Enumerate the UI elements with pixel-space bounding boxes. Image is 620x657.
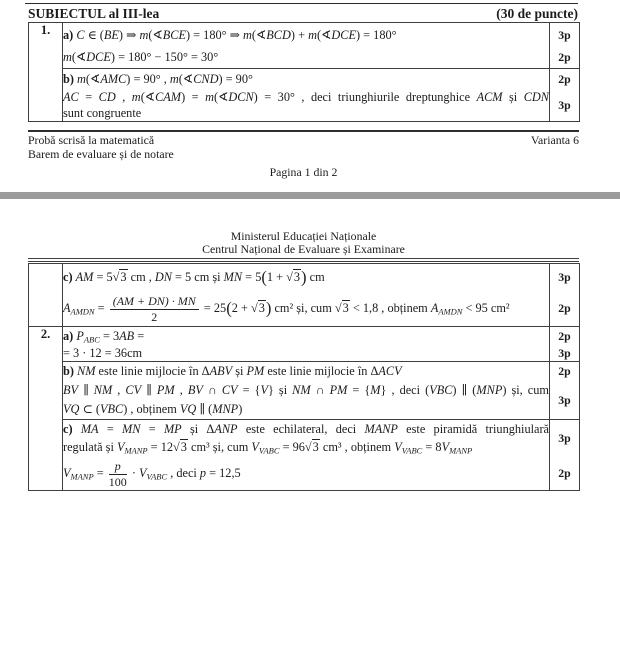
math-text: ) , obținem <box>123 402 180 416</box>
points-value: 3p <box>558 27 571 42</box>
math-radicand: 3 <box>120 270 127 284</box>
math-subscript: MANP <box>70 471 94 482</box>
footer-row <box>28 134 579 148</box>
table-row <box>29 264 580 327</box>
math-text: · <box>128 466 139 480</box>
math-var: A <box>63 301 71 315</box>
table-row <box>29 362 580 420</box>
math-var: CV <box>125 383 142 397</box>
math-text: = <box>98 422 123 436</box>
solution-line <box>63 105 549 121</box>
math-text: ) <box>238 402 243 416</box>
math-text: = 5 <box>242 270 262 284</box>
row-number-cell: 1. <box>29 23 63 122</box>
solution-line <box>63 456 549 490</box>
math-var: PM <box>329 383 348 397</box>
math-radicand: 3 <box>342 301 349 315</box>
math-text: 1 + <box>266 270 287 284</box>
item-letter: a) <box>63 329 77 343</box>
fraction-numerator: (AM + DN) · MN <box>110 294 199 310</box>
math-var: AC <box>63 90 79 104</box>
barem-table-body <box>29 264 580 491</box>
math-var: MANP <box>364 422 398 436</box>
page-separator-band <box>0 192 620 199</box>
math-text: = 5 <box>93 270 113 284</box>
table-row <box>29 69 580 122</box>
solution-line <box>63 345 549 361</box>
points-cell <box>550 264 580 327</box>
math-radicand: 3 <box>180 440 187 454</box>
math-text: = 8 <box>422 440 442 454</box>
solution-cell <box>63 69 550 122</box>
math-var: VBC <box>429 383 453 397</box>
barem-table-page1 <box>28 22 580 122</box>
math-subscript: AMDN <box>438 306 463 317</box>
math-sqrt: √3 <box>250 301 265 315</box>
math-var: AB <box>119 329 135 343</box>
item-letter: b) <box>63 364 78 378</box>
solution-cell <box>63 420 550 491</box>
math-sqrt: √3 <box>173 440 187 454</box>
math-text: = 3 <box>99 329 120 343</box>
math-text: regulată și <box>63 440 117 454</box>
solution-line <box>63 438 549 456</box>
math-var: NM <box>77 364 96 378</box>
solution-line <box>63 47 549 68</box>
math-var: m <box>169 72 179 86</box>
math-var: NM <box>93 383 113 397</box>
math-text: = 3 · 12 = 36cm <box>63 346 143 360</box>
math-var: MP <box>163 422 182 436</box>
math-var: P <box>76 329 84 343</box>
math-text: sunt congruente <box>63 106 142 120</box>
table-row <box>29 327 580 362</box>
math-text: ) = <box>181 90 206 104</box>
math-var: m <box>139 28 149 42</box>
math-var: PM <box>246 364 265 378</box>
math-text: ) ∥ ( <box>452 383 477 397</box>
math-text: ∈ ( <box>84 28 104 42</box>
math-var: VBC <box>99 402 124 416</box>
math-text: = 5 cm și <box>171 270 224 284</box>
math-paren: ( <box>261 267 267 287</box>
math-sqrt: √3 <box>334 301 349 315</box>
points-cell <box>550 23 580 69</box>
math-var: AMC <box>100 72 127 86</box>
points-value: 3p <box>558 430 571 445</box>
math-text: (∢ <box>140 90 156 104</box>
math-text: ) = 180° ⇒ <box>186 28 243 42</box>
solution-cell <box>63 23 550 69</box>
math-subscript: MANP <box>124 445 148 456</box>
math-text: cm² și, cum <box>271 301 335 315</box>
math-var: ACM <box>476 90 503 104</box>
math-text: cm³ , obținem <box>319 440 395 454</box>
math-sqrt: √3 <box>304 440 319 454</box>
math-var: C <box>76 28 85 42</box>
math-var: PM <box>156 383 175 397</box>
math-var: BCE <box>162 28 186 42</box>
row-number-cell: 2. <box>29 327 63 491</box>
math-text: și Δ <box>181 422 215 436</box>
math-text: ) = 180° <box>356 28 397 42</box>
math-var: m <box>63 50 72 64</box>
solution-line <box>63 69 549 89</box>
ministry-name: Ministerul Educației Naționale <box>230 229 377 243</box>
points-value: 3p <box>558 269 571 284</box>
math-var: m <box>131 90 141 104</box>
math-text: este linie mijlocie în Δ <box>264 364 379 378</box>
math-text: = { <box>237 383 261 397</box>
fraction-denominator: 2 <box>151 310 158 325</box>
solution-cell <box>63 362 550 420</box>
math-var: DCN <box>228 90 254 104</box>
math-var: VQ <box>63 402 80 416</box>
math-text: cm , <box>127 270 155 284</box>
row-number-cell <box>29 264 63 327</box>
math-var: MN <box>122 422 141 436</box>
math-var: m <box>77 72 86 86</box>
math-var: BV <box>187 383 203 397</box>
math-fraction <box>110 294 199 324</box>
math-var: DCE <box>86 50 111 64</box>
page2-header <box>28 230 579 256</box>
barem-table-body <box>29 23 580 122</box>
math-var: CDN <box>523 90 550 104</box>
barem-table <box>28 22 580 122</box>
math-text: cm <box>306 270 325 284</box>
math-subscript: VABC <box>258 445 280 456</box>
math-var: MNP <box>212 402 239 416</box>
points-value: 2p <box>558 364 571 378</box>
math-var: V <box>394 440 402 454</box>
math-var: DCE <box>331 28 356 42</box>
math-var: MA <box>80 422 99 436</box>
math-text: = <box>78 90 99 104</box>
solution-line <box>63 327 549 345</box>
math-text: = 12,5 <box>206 466 241 480</box>
math-text: = <box>94 301 108 315</box>
points-cell <box>550 420 580 491</box>
math-var: CV <box>221 383 238 397</box>
math-text: = 25 <box>200 301 227 315</box>
subject-header <box>28 5 578 22</box>
math-text: < 1,8 , obținem <box>349 301 431 315</box>
fraction-numerator: p <box>109 459 127 475</box>
points-value: 3p <box>558 392 571 407</box>
math-text: (∢ <box>316 28 332 42</box>
points-value: 2p <box>558 328 571 343</box>
math-var: DN <box>154 270 172 284</box>
math-var: V <box>260 383 268 397</box>
math-text: este linie mijlocie în Δ <box>95 364 210 378</box>
solution-line <box>63 381 549 400</box>
math-text: cm³ și, cum <box>187 440 252 454</box>
solution-line <box>63 89 549 105</box>
math-text: 2 + <box>231 301 251 315</box>
math-text: ∩ <box>310 383 330 397</box>
math-text: și <box>232 364 247 378</box>
math-text: ) = 90° , <box>126 72 170 86</box>
math-var: V <box>116 440 125 454</box>
math-var: BV <box>63 383 79 397</box>
solution-line <box>63 362 549 381</box>
subject-total-points: (30 de puncte) <box>496 6 578 21</box>
math-text: (∢ <box>213 90 229 104</box>
math-text: = 12 <box>147 440 173 454</box>
math-var: MNP <box>476 383 503 397</box>
math-var: CD <box>98 90 116 104</box>
math-text: ) ⇒ <box>118 28 140 42</box>
page2-header-rule <box>28 258 579 262</box>
math-fraction <box>109 459 127 489</box>
math-paren: ( <box>226 298 232 318</box>
math-var: ACV <box>378 364 402 378</box>
math-text: ∥ ( <box>196 402 213 416</box>
fraction-denominator: 100 <box>108 475 127 490</box>
barem-table-page2 <box>28 263 580 491</box>
points-value: 2p <box>558 300 571 315</box>
math-subscript: VABC <box>401 445 423 456</box>
solution-line <box>63 264 549 290</box>
table-row <box>29 420 580 491</box>
math-var: CAM <box>155 90 182 104</box>
math-radicand: 3 <box>293 270 301 284</box>
math-text: (∢ <box>148 28 163 42</box>
math-var: V <box>139 466 147 480</box>
math-var: AM <box>75 270 94 284</box>
points-value: 2p <box>558 465 571 480</box>
barem-table <box>28 263 580 491</box>
math-text: , <box>174 383 188 397</box>
math-text: = 96 <box>279 440 305 454</box>
math-var: V <box>441 440 450 454</box>
math-var: m <box>243 28 252 42</box>
math-text: (∢ <box>251 28 267 42</box>
math-var: m <box>308 28 317 42</box>
math-var: BE <box>103 28 119 42</box>
points-value: 3p <box>558 345 571 360</box>
math-text: este echilateral, deci <box>237 422 365 436</box>
math-text: ) + <box>290 28 309 42</box>
math-var: p <box>199 466 207 480</box>
points-value: 2p <box>558 71 571 86</box>
math-var: V <box>63 466 71 480</box>
math-text: ∩ <box>202 383 222 397</box>
math-text: și <box>502 90 524 104</box>
solution-line <box>63 420 549 438</box>
math-text: = <box>134 329 145 343</box>
math-text: (∢ <box>178 72 194 86</box>
math-text: , deci <box>167 466 200 480</box>
math-paren: ) <box>265 298 272 318</box>
evaluation-center-name: Centrul Național de Evaluare și Examinare <box>202 242 405 256</box>
math-var: CND <box>193 72 219 86</box>
math-var: A <box>430 301 439 315</box>
points-cell <box>550 327 580 362</box>
math-text: = { <box>347 383 371 397</box>
math-var: ANP <box>214 422 238 436</box>
math-text: } și <box>267 383 293 397</box>
math-text: este piramidă triunghiulară <box>397 422 550 436</box>
points-value: 2p <box>558 50 571 64</box>
points-cell <box>550 362 580 420</box>
solution-line <box>63 290 549 326</box>
math-subscript: MANP <box>449 445 473 456</box>
item-letter: c) <box>63 270 76 284</box>
math-text: (∢ <box>71 50 87 64</box>
points-value: 3p <box>558 97 571 112</box>
solution-line <box>63 23 549 47</box>
footer-page-number: Pagina 1 din 2 <box>269 165 338 179</box>
math-text: < 95 cm² <box>462 301 510 315</box>
item-letter: b) <box>63 72 78 86</box>
math-var: M <box>370 383 381 397</box>
item-letter: c) <box>63 422 81 436</box>
item-letter: a) <box>63 28 77 42</box>
math-text: = <box>140 422 164 436</box>
footer-exam-name: Probă scrisă la matematică <box>28 133 155 147</box>
solution-cell <box>63 264 550 327</box>
math-subscript: VABC <box>146 471 168 482</box>
page1-footer <box>28 130 579 180</box>
math-text: ) = 30° , deci triunghiurile dreptunghice <box>253 90 477 104</box>
math-text: } , deci ( <box>380 383 430 397</box>
math-text: ) = 90° <box>218 72 253 86</box>
math-text: ∥ <box>78 383 94 397</box>
math-var: NM <box>292 383 311 397</box>
math-text: (∢ <box>85 72 101 86</box>
math-text: , <box>115 90 132 104</box>
title-top-rule <box>25 3 578 4</box>
math-subscript: AMDN <box>70 306 95 317</box>
math-sqrt: √3 <box>112 270 127 284</box>
math-var: ABV <box>209 364 233 378</box>
points-cell <box>550 69 580 122</box>
math-text: ⊂ ( <box>79 402 100 416</box>
footer-barem-label: Barem de evaluare și de notare <box>28 146 174 161</box>
footer-variant: Varianta 6 <box>530 133 579 147</box>
subject-title: SUBIECTUL al III-lea <box>28 6 160 21</box>
math-var: BCD <box>266 28 291 42</box>
math-radicand: 3 <box>312 440 319 454</box>
math-var: VQ <box>179 402 197 416</box>
math-text: , <box>112 383 126 397</box>
math-text: = <box>93 466 107 480</box>
solution-cell <box>63 327 550 362</box>
math-paren: ) <box>301 267 307 287</box>
solution-line <box>63 400 549 419</box>
math-radicand: 3 <box>258 301 265 315</box>
math-text: ∥ <box>141 383 157 397</box>
math-var: MN <box>223 270 243 284</box>
math-text: ) = 180° − 150° = 30° <box>110 50 219 64</box>
math-var: m <box>205 90 214 104</box>
table-row <box>29 23 580 69</box>
math-subscript: ABC <box>83 334 100 345</box>
math-text: ) și, cum <box>502 383 549 397</box>
math-var: V <box>251 440 259 454</box>
math-sqrt: √3 <box>286 270 301 284</box>
